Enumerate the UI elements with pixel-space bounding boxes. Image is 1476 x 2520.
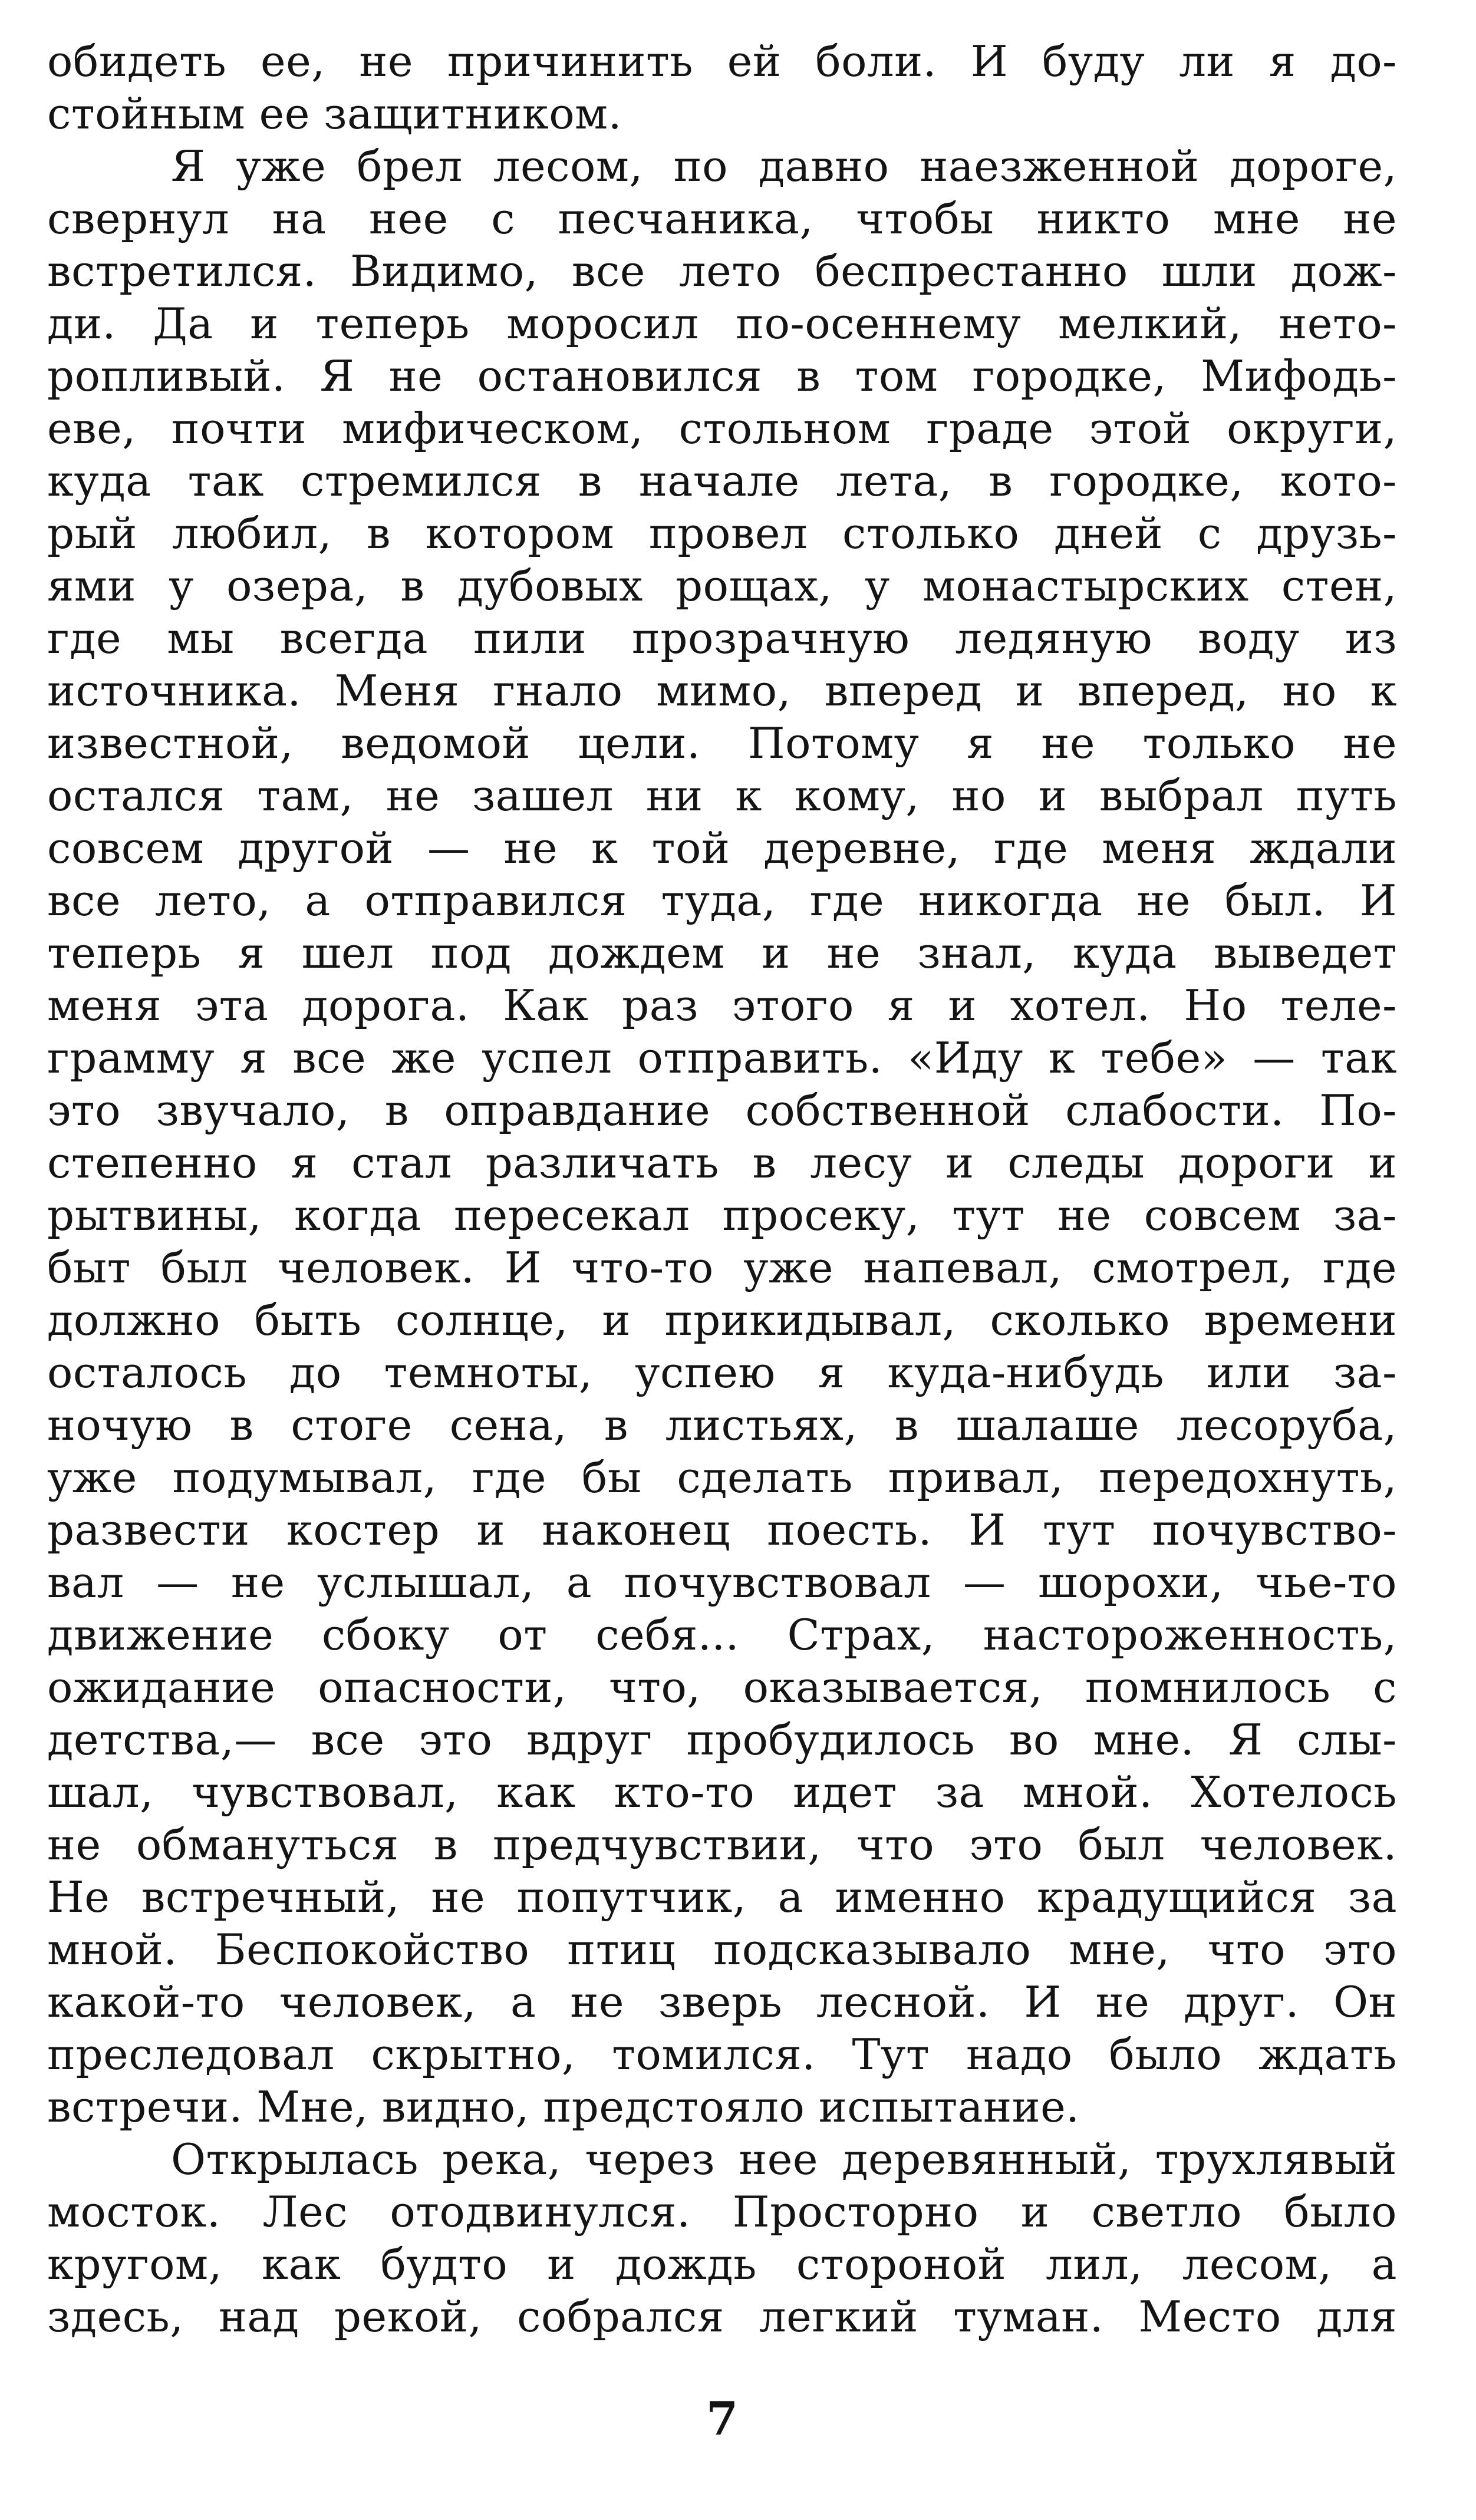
text-line: стойным ее защитником. xyxy=(47,89,622,138)
text-line: развести костер и наконец поесть. И тут почувство- xyxy=(47,1505,1397,1555)
text-line: мосток. Лес отодвинулся. Просторно и светло было xyxy=(47,2187,1397,2237)
text-line: где мы всегда пили прозрачную ледяную воду из xyxy=(47,613,1397,663)
paragraph xyxy=(47,2133,1397,2343)
text-line: куда так стремился в начале лета, в городке, кото- xyxy=(47,456,1397,506)
text-line: преследовал скрытно, томился. Тут надо было ждать xyxy=(47,2030,1397,2079)
text-line: Я уже брел лесом, по давно наезженной дороге, xyxy=(171,141,1397,191)
text-line: степенно я стал различать в лесу и следы дороги и xyxy=(47,1138,1397,1188)
text-line: грамму я все же успел отправить. «Иду к тебе» — так xyxy=(47,1033,1397,1083)
page-number: 7 xyxy=(706,2392,739,2446)
book-page xyxy=(47,35,1397,2469)
text-line: не обмануться в предчувствии, что это был человек. xyxy=(47,1820,1397,1869)
text-line: быт был человек. И что-то уже напевал, смотрел, где xyxy=(47,1243,1397,1292)
text-line: шал, чувствовал, как кто-то идет за мной. Хотелось xyxy=(47,1767,1397,1817)
text-line: рытвины, когда пересекал просеку, тут не совсем за- xyxy=(47,1190,1397,1240)
paragraph xyxy=(47,140,1397,2133)
text-line: встретился. Видимо, все лето беспрестанно шли дож- xyxy=(47,246,1397,296)
text-line: кругом, как будто и дождь стороной лил, лесом, а xyxy=(47,2239,1397,2289)
text-line: ропливый. Я не остановился в том городке, Мифодь- xyxy=(47,351,1397,401)
text-line: встречи. Мне, видно, предстояло испытание. xyxy=(47,2082,1080,2132)
text-line: должно быть солнце, и прикидывал, сколько времени xyxy=(47,1295,1397,1345)
text-line: ожидание опасности, что, оказывается, помнилось с xyxy=(47,1663,1397,1712)
text-line: мной. Беспокойство птиц подсказывало мне, что это xyxy=(47,1925,1397,1974)
text-line: какой-то человек, а не зверь лесной. И не друг. Он xyxy=(47,1977,1397,2027)
text-line: Не встречный, не попутчик, а именно крадущийся за xyxy=(47,1872,1397,1922)
text-line: ночую в стоге сена, в листьях, в шалаше лесоруба, xyxy=(47,1400,1397,1450)
text-line: здесь, над рекой, собрался легкий туман. Место для xyxy=(47,2292,1397,2341)
text-line: это звучало, в оправдание собственной слабости. По- xyxy=(47,1086,1397,1135)
text-line: свернул на нее с песчаника, чтобы никто мне не xyxy=(47,194,1397,243)
text-line: совсем другой — не к той деревне, где меня ждали xyxy=(47,823,1397,873)
text-line: известной, ведомой цели. Потому я не только не xyxy=(47,718,1397,768)
text-line: все лето, а отправился туда, где никогда не был. И xyxy=(47,876,1397,925)
paragraph xyxy=(47,35,1397,140)
text-line: движение сбоку от себя... Страх, настороженность, xyxy=(47,1610,1397,1660)
text-line: еве, почти мифическом, стольном граде этой округи, xyxy=(47,404,1397,453)
text-line: ди. Да и теперь моросил по-осеннему мелкий, нето- xyxy=(47,299,1397,348)
text-line: источника. Меня гнало мимо, вперед и вперед, но к xyxy=(47,666,1397,715)
text-line: ями у озера, в дубовых рощах, у монастырских стен, xyxy=(47,561,1397,611)
text-line: меня эта дорога. Как раз этого я и хотел. Но теле- xyxy=(47,981,1397,1030)
page-text xyxy=(47,35,1397,2343)
text-line: детства,— все это вдруг пробудилось во мне. Я слы- xyxy=(47,1715,1397,1764)
text-line: остался там, не зашел ни к кому, но и выбрал путь xyxy=(47,771,1397,820)
text-line: осталось до темноты, успею я куда-нибудь или за- xyxy=(47,1348,1397,1397)
text-line: рый любил, в котором провел столько дней с друзь- xyxy=(47,509,1397,558)
text-line: Открылась река, через нее деревянный, трухлявый xyxy=(171,2135,1397,2184)
text-line: уже подумывал, где бы сделать привал, передохнуть, xyxy=(47,1453,1397,1502)
text-line: обидеть ее, не причинить ей боли. И буду ли я до- xyxy=(47,37,1397,86)
text-line: вал — не услышал, а почувствовал — шорохи, чье-то xyxy=(47,1558,1397,1607)
text-line: теперь я шел под дождем и не знал, куда выведет xyxy=(47,928,1397,978)
